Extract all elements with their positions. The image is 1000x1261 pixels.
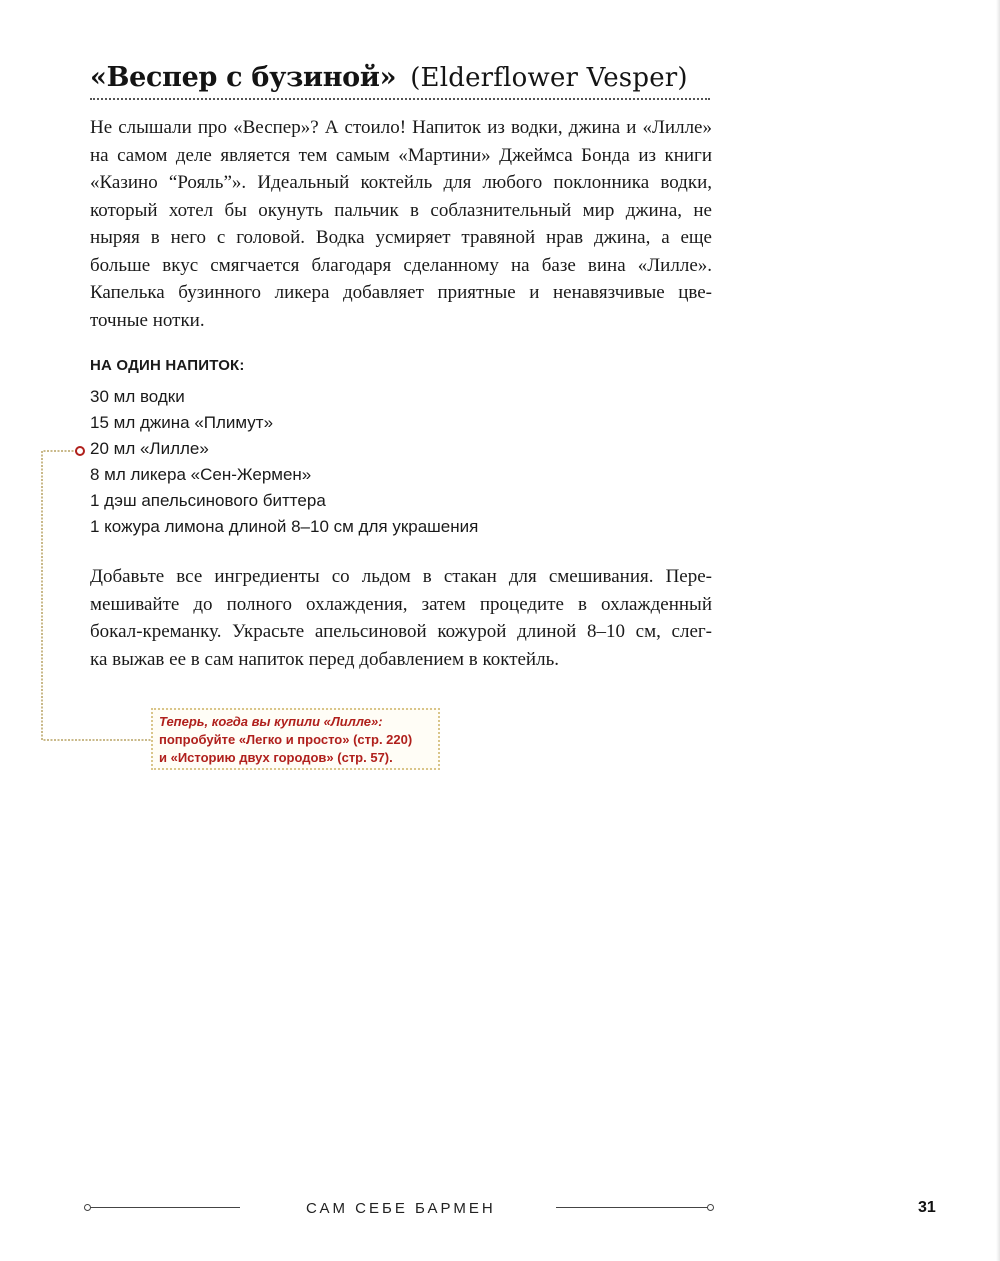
footer-right-rule bbox=[556, 1207, 708, 1208]
tip-callout bbox=[151, 708, 440, 770]
ingredient-marker-icon bbox=[76, 447, 84, 455]
page-number: 31 bbox=[918, 1199, 936, 1216]
ingredient-item: 30 мл водки bbox=[90, 387, 185, 406]
intro-line: который хотел бы окунуть пальчик в соблазнительный мир джина, не bbox=[90, 199, 712, 221]
ingredient-item-highlighted: 20 мл «Лилле» bbox=[90, 439, 209, 458]
intro-line: Не слышали про «Веспер»? А стоило! Напиток из водки, джина и «Лилле» bbox=[90, 117, 712, 138]
ingredient-item: 1 дэш апельсинового биттера bbox=[90, 491, 326, 510]
footer-right-dot bbox=[707, 1204, 714, 1211]
intro-line: больше вкус смягчается благодаря сделанному на базе вина «Лилле». bbox=[90, 254, 712, 276]
footer-book-title: САМ СЕБЕ БАРМЕН bbox=[306, 1200, 496, 1217]
intro-line: Капелька бузинного ликера добавляет приятные и ненавязчивые цве- bbox=[90, 282, 712, 303]
tip-connector-line bbox=[42, 451, 151, 740]
method-line: ка выжав ее в сам напиток перед добавлением в коктейль. bbox=[90, 648, 559, 670]
recipe-title-english: (Elderflower Vesper) bbox=[410, 63, 688, 93]
method-line: мешивайте до полного охлаждения, затем процедите в охлажденный bbox=[90, 593, 712, 615]
method-line: бокал-креманку. Украсьте апельсиновой кожурой длиной 8–10 см, слег- bbox=[90, 621, 712, 642]
tip-line: и «Историю двух городов» (стр. 57). bbox=[159, 750, 393, 765]
footer-left-rule bbox=[90, 1207, 240, 1208]
intro-line: ныряя в него с головой. Водка усмиряет травяной нрав джина, а еще bbox=[90, 227, 712, 248]
ingredient-item: 15 мл джина «Плимут» bbox=[90, 413, 274, 432]
recipe-title-russian: «Веспер с бузиной» bbox=[90, 62, 397, 93]
tip-heading: Теперь, когда вы купили «Лилле»: bbox=[159, 714, 383, 729]
intro-line: точные нотки. bbox=[90, 309, 205, 331]
yield-label: НА ОДИН НАПИТОК: bbox=[90, 357, 245, 374]
method-line: Добавьте все ингредиенты со льдом в стакан для смешивания. Пере- bbox=[90, 566, 712, 587]
intro-line: на самом деле является тем самым «Мартини» Джеймса Бонда из книги bbox=[90, 144, 712, 166]
tip-line: попробуйте «Легко и просто» (стр. 220) bbox=[159, 732, 413, 747]
ingredient-item: 1 кожура лимона длиной 8–10 см для украшения bbox=[90, 517, 479, 536]
intro-line: «Казино “Рояль”». Идеальный коктейль для любого поклонника водки, bbox=[90, 172, 712, 193]
ingredient-item: 8 мл ликера «Сен-Жермен» bbox=[90, 465, 312, 484]
